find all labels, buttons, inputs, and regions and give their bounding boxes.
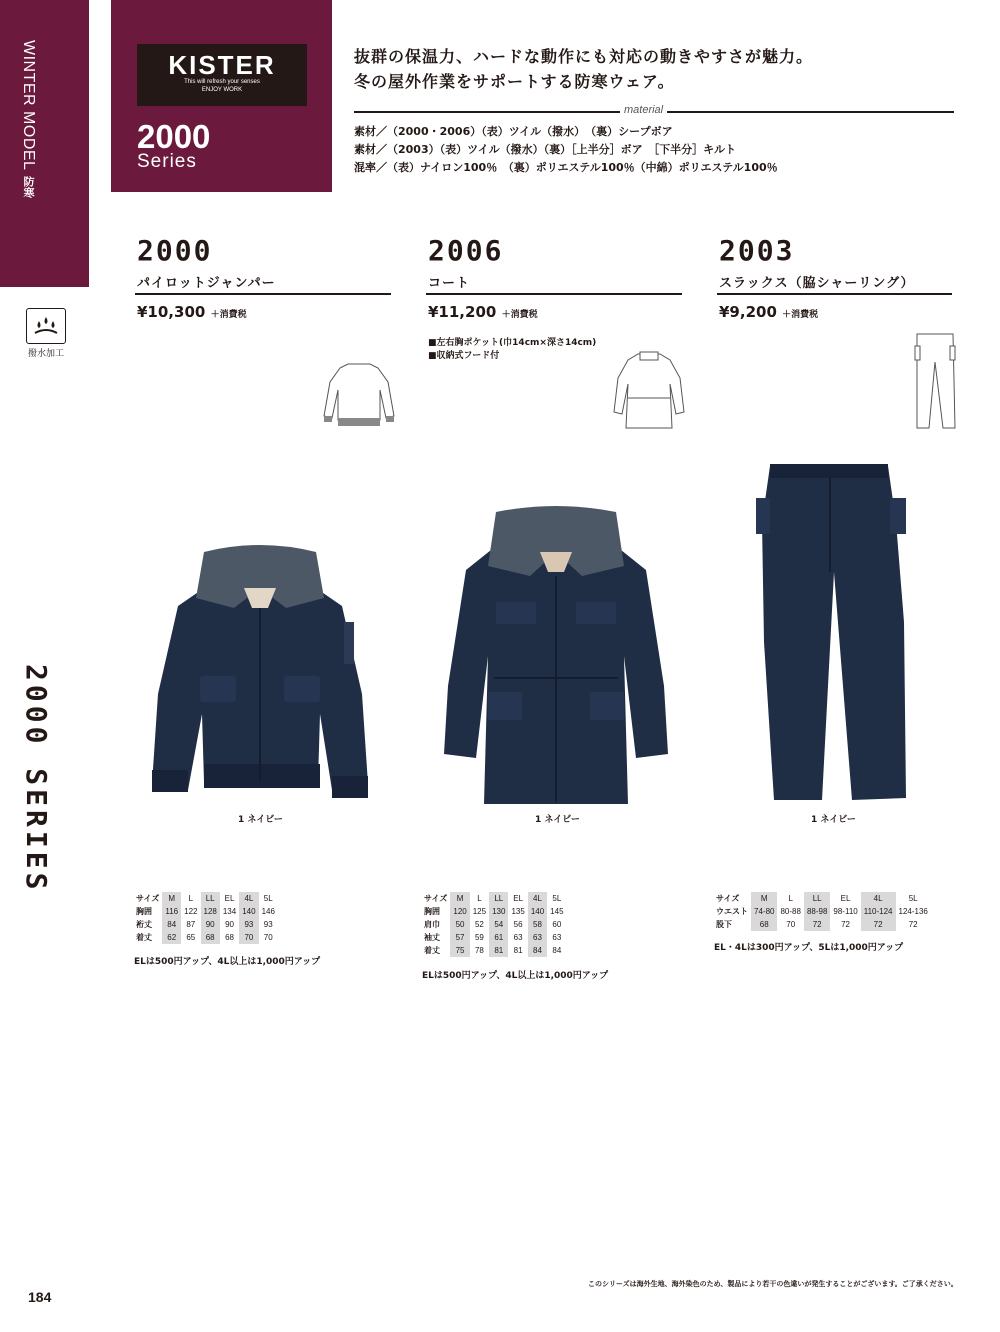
- table-cell: サイズ: [136, 894, 160, 903]
- table-cell: 68: [225, 933, 234, 942]
- table-cell: 5L: [263, 894, 273, 903]
- table-row: [136, 905, 278, 918]
- water-repellent-label: 撥水加工: [27, 349, 64, 359]
- product-note: ■収納式フード付: [428, 351, 500, 361]
- table-cell: 70: [263, 933, 273, 942]
- coat-back-sketch: [612, 350, 686, 430]
- table-header-row: [424, 892, 567, 905]
- table-cell: サイズ: [716, 894, 740, 903]
- jacket-2000-image: [148, 544, 372, 810]
- series-word: Series: [137, 151, 197, 172]
- intro-copy: [354, 44, 813, 94]
- price-note-2006: ELは500円アップ、4L以上は1,000円アップ: [422, 971, 609, 981]
- table-cell: 110-124: [861, 905, 896, 918]
- table-row: [716, 918, 931, 931]
- table-cell: ウエスト: [716, 907, 748, 916]
- table-cell: 4L: [239, 892, 258, 905]
- table-cell: 72: [861, 918, 896, 931]
- table-cell: 52: [474, 920, 484, 929]
- table-cell: 裄丈: [136, 920, 152, 929]
- table-cell: M: [162, 892, 181, 905]
- table-cell: 98-110: [833, 907, 858, 916]
- product-rule-2000: [135, 293, 391, 295]
- product-rule-2003: [717, 293, 952, 295]
- table-cell: 84: [552, 946, 562, 955]
- product-price-2003: [719, 303, 818, 321]
- price-value: ¥10,300: [137, 303, 206, 321]
- sidebar-en: WINTER MODEL: [20, 40, 37, 171]
- table-cell: 74-80: [751, 905, 777, 918]
- table-cell: 146: [261, 907, 275, 916]
- table-header-row: [136, 892, 278, 905]
- intro-line-1: 抜群の保温力、ハードな動作にも対応の動きやすさが魅力。: [354, 47, 814, 66]
- table-cell: 84: [528, 944, 547, 957]
- material-line-1: 素材／（2000・2006）（表）ツイル（撥水） （裏）シープボア: [354, 125, 673, 138]
- product-code-2000: 2000: [137, 234, 213, 267]
- size-table-2003: [716, 892, 931, 931]
- table-cell: 78: [474, 946, 484, 955]
- table-cell: L: [188, 894, 194, 903]
- series-number: 2000: [137, 118, 211, 155]
- table-cell: 54: [489, 918, 508, 931]
- table-cell: L: [477, 894, 482, 903]
- table-row: [136, 931, 278, 944]
- table-cell: 122: [184, 907, 198, 916]
- table-cell: 57: [450, 931, 469, 944]
- water-repellent-badge: [26, 308, 66, 359]
- table-cell: 5L: [908, 894, 918, 903]
- table-cell: 72: [841, 920, 851, 929]
- product-name-2000: パイロットジャンパー: [137, 276, 276, 291]
- table-cell: EL: [224, 894, 235, 903]
- table-cell: 50: [450, 918, 469, 931]
- brand-logo: [137, 44, 307, 106]
- table-cell: 130: [489, 905, 508, 918]
- table-cell: 75: [450, 944, 469, 957]
- price-value: ¥9,200: [719, 303, 777, 321]
- table-cell: 145: [550, 907, 564, 916]
- table-cell: EL: [513, 894, 524, 903]
- table-cell: M: [751, 892, 777, 905]
- product-name-2003: スラックス（脇シャーリング）: [719, 276, 915, 291]
- price-value: ¥11,200: [428, 303, 497, 321]
- table-cell: 80-88: [780, 907, 801, 916]
- table-cell: 84: [162, 918, 181, 931]
- table-cell: 88-98: [804, 905, 830, 918]
- material-line-2: 素材／（2003）（表）ツイル（撥水）（裏）［上半分］ボア ［下半分］キルト: [354, 143, 736, 156]
- table-cell: 124-136: [898, 907, 928, 916]
- table-cell: 着丈: [136, 933, 152, 942]
- table-cell: 70: [239, 931, 258, 944]
- logo-tagline: This will refresh your senses: [184, 79, 260, 85]
- page-number: 184: [28, 1289, 52, 1305]
- price-note-2000: ELは500円アップ、4L以上は1,000円アップ: [134, 957, 321, 967]
- table-header-row: [716, 892, 931, 905]
- table-cell: 87: [186, 920, 196, 929]
- table-cell: 5L: [552, 894, 562, 903]
- table-cell: 股下: [716, 920, 732, 929]
- table-cell: 134: [222, 907, 237, 916]
- table-cell: 81: [513, 946, 523, 955]
- table-cell: 140: [528, 905, 547, 918]
- price-tax: ＋消費税: [501, 310, 538, 320]
- product-code-2006: 2006: [428, 234, 504, 267]
- table-cell: サイズ: [424, 894, 448, 903]
- table-cell: 93: [263, 920, 273, 929]
- table-cell: 68: [751, 918, 777, 931]
- table-cell: L: [788, 894, 793, 903]
- table-row: [424, 905, 567, 918]
- table-cell: 68: [201, 931, 220, 944]
- table-cell: LL: [804, 892, 830, 905]
- size-table-2000: [136, 892, 278, 944]
- jacket-back-sketch: [322, 360, 396, 430]
- table-cell: 70: [786, 920, 796, 929]
- table-row: [136, 918, 278, 931]
- table-cell: 袖丈: [424, 933, 440, 942]
- table-cell: 63: [513, 933, 523, 942]
- table-cell: 胸囲: [136, 907, 152, 916]
- table-row: [424, 931, 567, 944]
- table-cell: 59: [474, 933, 484, 942]
- slacks-2003-image: [756, 462, 908, 804]
- table-cell: EL: [840, 894, 851, 903]
- table-cell: 90: [225, 920, 234, 929]
- color-label-2000: 1 ネイビー: [238, 815, 283, 825]
- table-cell: 63: [552, 933, 562, 942]
- table-cell: 128: [201, 905, 220, 918]
- table-cell: 胸囲: [424, 907, 440, 916]
- table-cell: 135: [511, 907, 525, 916]
- product-note: ■左右胸ポケット(巾14cm×深さ14cm): [428, 338, 597, 348]
- vertical-series-title: 2000 SERIES: [20, 664, 53, 894]
- table-cell: 63: [528, 931, 547, 944]
- product-notes-2006: [428, 337, 596, 363]
- table-cell: 120: [450, 905, 469, 918]
- color-label-2006: 1 ネイビー: [535, 815, 580, 825]
- table-cell: 4L: [528, 892, 547, 905]
- table-cell: 58: [528, 918, 547, 931]
- table-cell: 60: [552, 920, 562, 929]
- table-cell: 56: [513, 920, 523, 929]
- table-row: [424, 918, 567, 931]
- material-specs: [354, 123, 778, 177]
- material-line-3: 混率／（表）ナイロン100％ （裏）ポリエステル100％（中綿）ポリエステル100％: [354, 161, 778, 174]
- price-tax: ＋消費税: [782, 310, 819, 320]
- table-cell: 90: [201, 918, 220, 931]
- product-rule-2006: [426, 293, 682, 295]
- table-cell: 81: [489, 944, 508, 957]
- coat-2006-image: [440, 506, 672, 810]
- logo-sub: ENJOY WORK: [201, 87, 243, 93]
- material-label: material: [620, 104, 667, 116]
- table-cell: 125: [472, 907, 487, 916]
- series-header: [111, 0, 332, 192]
- color-label-2003: 1 ネイビー: [811, 815, 856, 825]
- table-cell: 116: [162, 905, 181, 918]
- product-price-2000: [137, 303, 247, 321]
- table-cell: LL: [201, 892, 220, 905]
- table-cell: M: [450, 892, 469, 905]
- table-cell: 72: [804, 918, 830, 931]
- size-table-2006: [424, 892, 567, 957]
- table-cell: 着丈: [424, 946, 440, 955]
- table-cell: LL: [489, 892, 508, 905]
- product-name-2006: コート: [428, 276, 471, 291]
- table-cell: 61: [489, 931, 508, 944]
- table-row: [424, 944, 567, 957]
- sidebar-jp: 防寒: [22, 175, 35, 198]
- color-disclaimer: このシリーズは海外生地、海外染色のため、製品により若干の色違いが発生することがございます。ご了承ください。: [588, 1280, 958, 1288]
- table-cell: 93: [239, 918, 258, 931]
- pants-back-sketch: [913, 332, 957, 430]
- table-cell: 62: [162, 931, 181, 944]
- water-repellent-icon: [26, 308, 66, 344]
- sidebar-band: [0, 0, 89, 287]
- product-price-2006: [428, 303, 538, 321]
- product-code-2003: 2003: [719, 234, 795, 267]
- table-cell: 65: [186, 933, 196, 942]
- sidebar-title: [16, 40, 38, 198]
- table-cell: 4L: [861, 892, 896, 905]
- table-row: [716, 905, 931, 918]
- table-cell: 肩巾: [424, 920, 440, 929]
- logo-wordmark: KISTER: [168, 50, 276, 80]
- table-cell: 140: [239, 905, 258, 918]
- price-note-2003: EL・4Lは300円アップ、5Lは1,000円アップ: [714, 943, 904, 953]
- price-tax: ＋消費税: [210, 310, 247, 320]
- intro-line-2: 冬の屋外作業をサポートする防寒ウェア。: [354, 72, 675, 91]
- table-cell: 72: [908, 920, 918, 929]
